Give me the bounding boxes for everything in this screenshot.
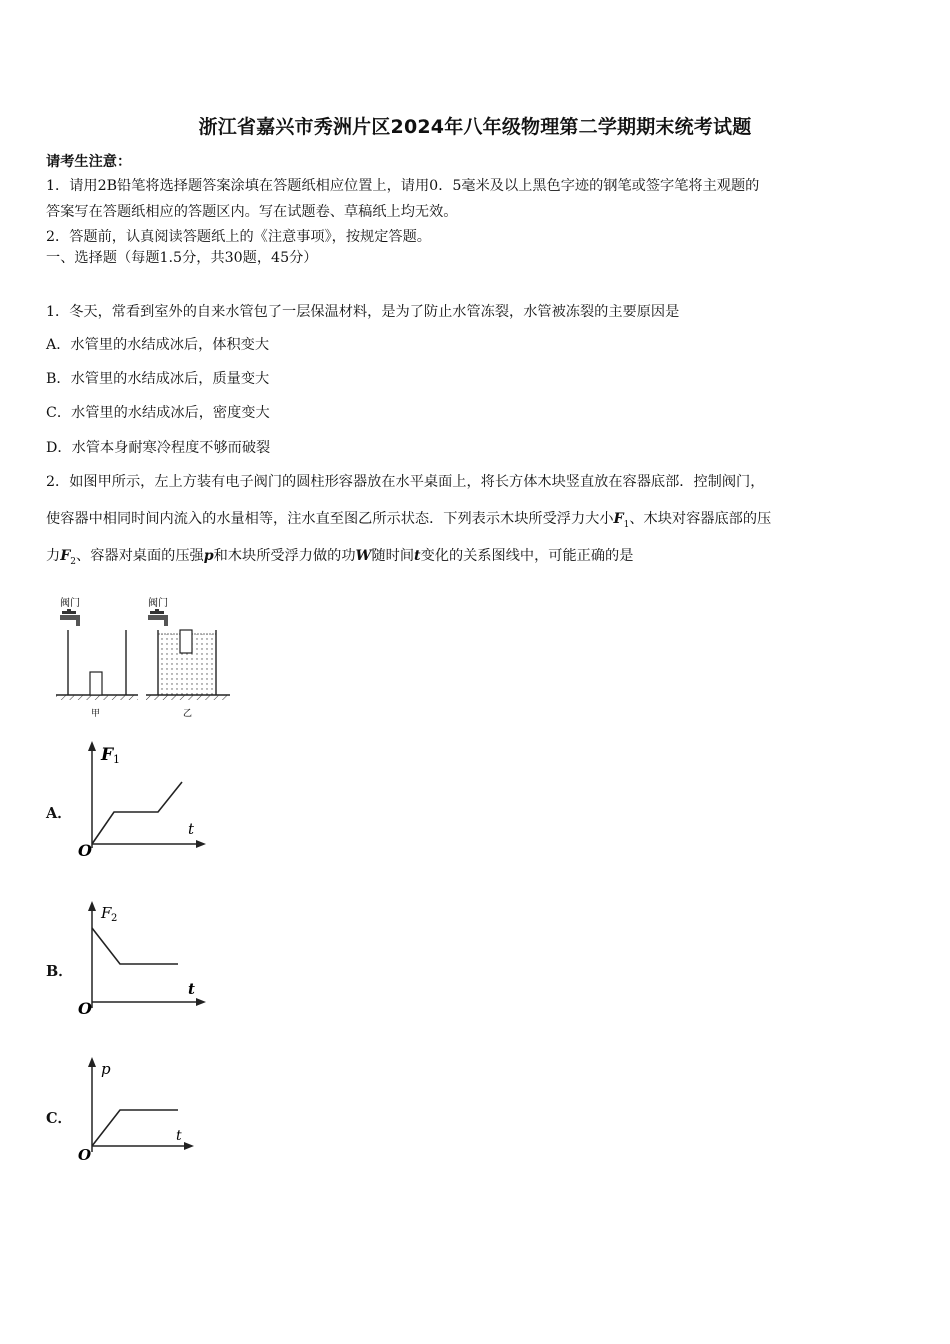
origin-label: O xyxy=(78,1146,92,1164)
question-2-line-3: 力$F_2$、容器对桌面的压强p和木块所受浮力做的功W随时间t变化的关系图线中，可能正确的是 xyxy=(46,548,634,567)
curve-p xyxy=(92,1110,178,1146)
notice-item-1-line-1: 1．请用2B铅笔将选择题答案涂填在答题纸相应位置上，请用0．5毫米及以上黑色字迹的钢笔或签字笔将主观题的 xyxy=(46,178,760,194)
option-a-label: A． xyxy=(46,805,72,822)
valve-icon-right xyxy=(148,609,168,626)
question-2-line-2: 使容器中相同时间内流入的水量相等，注水直至图乙所示状态．下列表示木块所受浮力大小$F_1$、木块对容器底部的压 xyxy=(46,511,772,530)
option-c-label: C． xyxy=(46,1110,73,1127)
caption-jia: 甲 xyxy=(91,709,101,719)
question-2-line-1: 2．如图甲所示，左上方装有电子阀门的圆柱形容器放在水平桌面上，将长方体木块竖直放在容器底部．控制阀门， xyxy=(46,474,765,490)
curve-f1 xyxy=(92,782,182,844)
option-b-label: B． xyxy=(46,963,73,980)
figure-yi xyxy=(146,596,230,719)
y-axis-subscript: 1 xyxy=(113,753,120,766)
notice-item-2: 2．答题前，认真阅读答题纸上的《注意事项》，按规定答题。 xyxy=(46,229,431,245)
x-axis-label: t xyxy=(188,980,195,998)
caption-yi: 乙 xyxy=(183,709,193,719)
y-axis-label: F xyxy=(101,904,112,922)
question-1-option-c: C．水管里的水结成冰后，密度变大 xyxy=(46,405,270,421)
notice-heading: 请考生注意： xyxy=(46,154,132,170)
question-1-stem: 1．冬天，常看到室外的自来水管包了一层保温材料，是为了防止水管冻裂，水管被冻裂的主要原因是 xyxy=(46,304,680,320)
graph-b xyxy=(72,898,212,1022)
valve-label-right: 阀门 xyxy=(148,598,168,609)
y-axis-label: F xyxy=(101,745,114,765)
question-1-option-b: B．水管里的水结成冰后，质量变大 xyxy=(46,371,270,387)
question-1-option-d: D．水管本身耐寒冷程度不够而破裂 xyxy=(46,440,271,456)
figure-jia xyxy=(56,596,138,719)
x-axis-label: t xyxy=(188,820,195,838)
wood-block-right xyxy=(180,630,192,653)
origin-label: O xyxy=(78,999,92,1018)
x-axis-label: t xyxy=(176,1128,182,1144)
notice-item-1-line-2: 答案写在答题纸相应的答题区内。写在试题卷、草稿纸上均无效。 xyxy=(46,204,458,220)
y-axis-label: p xyxy=(101,1060,111,1078)
y-axis-subscript: 2 xyxy=(111,913,118,924)
graph-a xyxy=(72,738,212,862)
wood-block-left xyxy=(90,672,102,695)
graph-c xyxy=(72,1052,212,1168)
origin-label: O xyxy=(78,841,92,860)
valve-label-left: 阀门 xyxy=(60,598,80,609)
question-1-option-a: A．水管里的水结成冰后，体积变大 xyxy=(46,337,270,353)
curve-f2 xyxy=(92,928,178,964)
section-heading: 一、选择题（每题1.5分，共30题，45分） xyxy=(46,250,318,266)
page-title: 浙江省嘉兴市秀洲片区2024年八年级物理第二学期期末统考试题 xyxy=(198,116,752,138)
container-figure xyxy=(50,592,240,722)
valve-icon-left xyxy=(60,609,80,626)
